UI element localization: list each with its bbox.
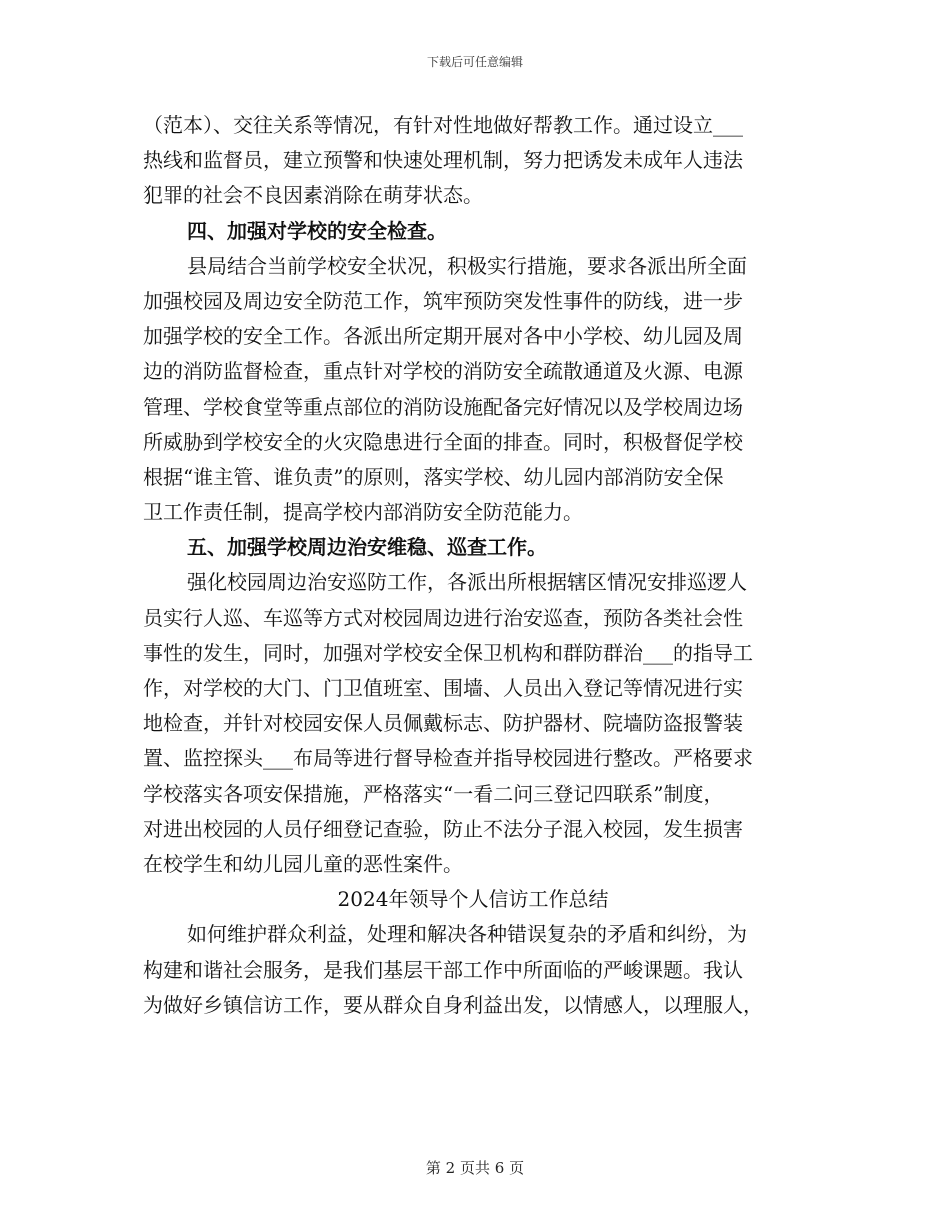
page-footer: 第 2 页共 6 页 xyxy=(425,1159,525,1177)
text-line: 根据“谁主管、谁负责”的原则，落实学校、幼儿园内部消防安全保 xyxy=(143,464,724,489)
page-header: 下载后可任意编辑 xyxy=(426,55,523,69)
text-line: 卫工作责任制，提高学校内部消防安全防范能力。 xyxy=(143,500,583,525)
text-line: 加强校园及周边安全防范工作，筑牢预防突发性事件的防线，进一步 xyxy=(143,288,743,313)
text-line: 对进出校园的人员仔细登记查验，防止不法分子混入校园，发生损害 xyxy=(143,816,743,841)
text-line: （范本）、交往关系等情况，有针对性地做好帮教工作。通过设立___ xyxy=(143,113,743,137)
text-line: 置、监控探头___布局等进行督导检查并指导校园进行整改。严格要求 xyxy=(143,746,753,771)
text-line: 所威胁到学校安全的火灾隐患进行全面的排查。同时，积极督促学校 xyxy=(143,429,743,454)
text-line: 管理、学校食堂等重点部位的消防设施配备完好情况以及学校周边场 xyxy=(143,394,743,419)
text-line: 如何维护群众利益，处理和解决各种错误复杂的矛盾和纠纷，为 xyxy=(187,922,747,947)
text-line: 加强学校的安全工作。各派出所定期开展对各中小学校、幼儿园及周 xyxy=(143,324,743,349)
text-line: 作，对学校的大门、门卫值班室、围墙、人员出入登记等情况进行实 xyxy=(143,676,743,700)
text-line: 县局结合当前学校安全状况，积极实行措施，要求各派出所全面 xyxy=(187,253,747,278)
section-heading: 五、加强学校周边治安维稳、巡查工作。 xyxy=(187,535,547,560)
section-heading: 四、加强对学校的安全检查。 xyxy=(187,218,447,243)
text-line: 学校落实各项安保措施，严格落实“一看二问三登记四联系”制度， xyxy=(143,781,724,806)
text-line: 热线和监督员，建立预警和快速处理机制，努力把诱发未成年人违法 xyxy=(143,148,743,173)
text-line: 为做好乡镇信访工作，要从群众自身利益出发，以情感人，以理服人， xyxy=(143,992,763,1017)
text-line: 在校学生和幼儿园儿童的恶性案件。 xyxy=(143,851,463,876)
text-line: 事性的发生，同时，加强对学校安全保卫机构和群防群治___的指导工 xyxy=(143,640,753,665)
text-line: 构建和谐社会服务，是我们基层干部工作中所面临的严峻课题。我认 xyxy=(143,957,743,982)
text-line: 地检查，并针对校园安保人员佩戴标志、防护器材、院墙防盗报警装 xyxy=(143,711,743,736)
document-body xyxy=(143,108,803,1023)
document-title: 2024年领导个人信访工作总结 xyxy=(337,887,609,912)
text-line: 犯罪的社会不良因素消除在萌芽状态。 xyxy=(143,183,483,208)
text-line: 员实行人巡、车巡等方式对校园周边进行治安巡查，预防各类社会性 xyxy=(143,605,743,630)
text-line: 强化校园周边治安巡防工作，各派出所根据辖区情况安排巡逻人 xyxy=(187,570,747,595)
text-line: 边的消防监督检查，重点针对学校的消防安全疏散通道及火源、电源 xyxy=(143,359,743,384)
